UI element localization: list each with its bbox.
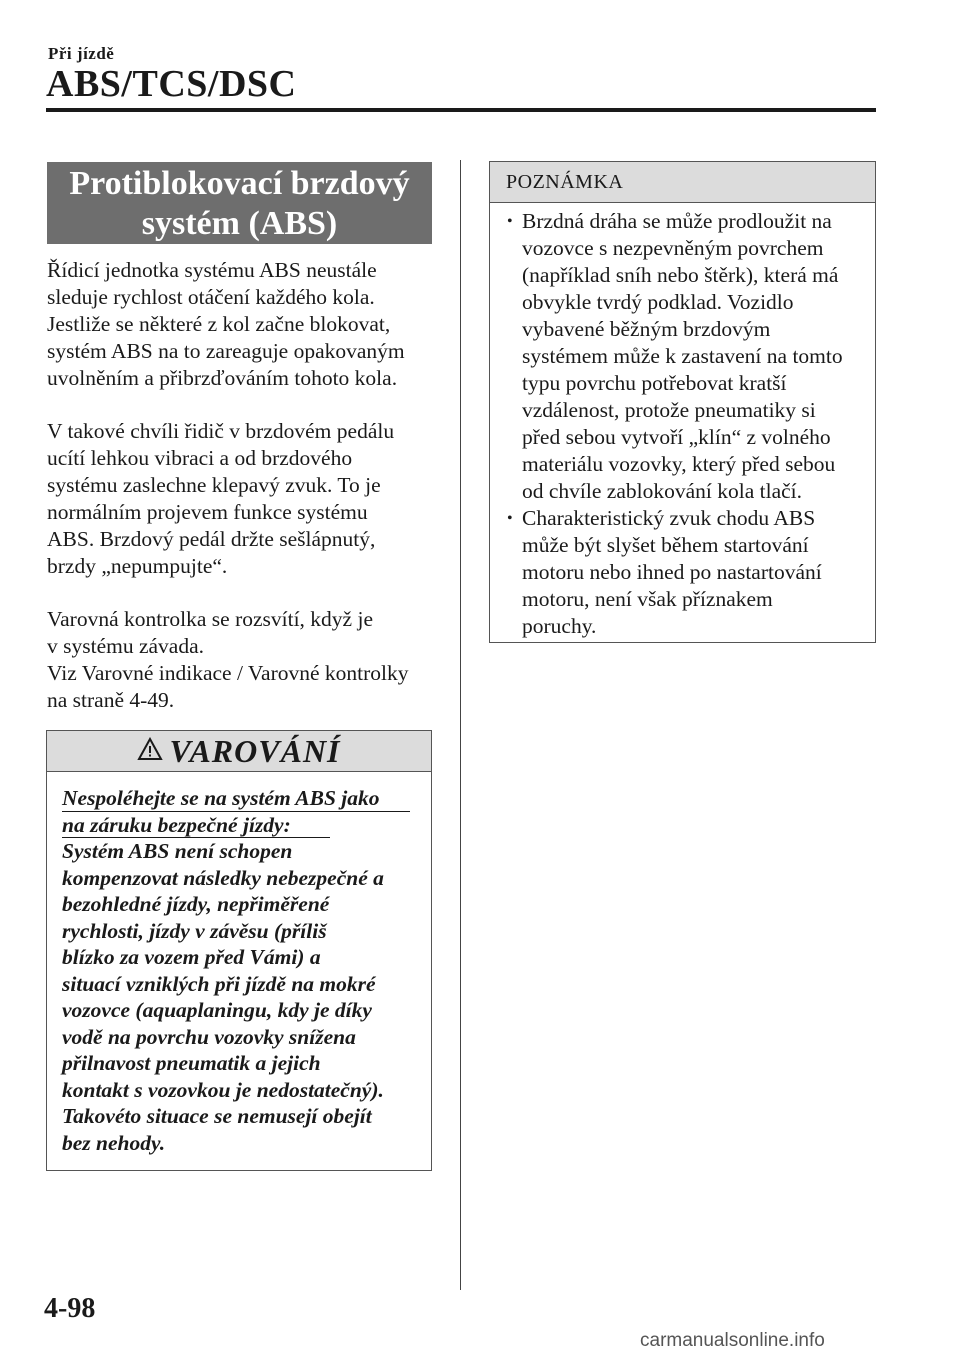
- underline-rule: [62, 837, 330, 838]
- warning-line: rychlosti, jízdy v závěsu (příliš: [62, 918, 327, 943]
- section-heading-line: Protiblokovací brzdový: [69, 165, 410, 202]
- text-line: sleduje rychlost otáčení každého kola.: [47, 285, 375, 309]
- warning-underlined-line: na záruku bezpečné jízdy:: [62, 812, 291, 837]
- warning-header: [47, 731, 431, 772]
- text-line: ABS. Brzdový pedál držte sešlápnutý,: [47, 527, 376, 551]
- note-line: poruchy.: [522, 614, 597, 638]
- note-title: POZNÁMKA: [490, 162, 875, 203]
- text-line: Viz Varovné indikace / Varovné kontrolky: [47, 661, 409, 685]
- note-line: vozovce s nezpevněným povrchem: [522, 236, 824, 260]
- paragraph-pedal-vibration: [47, 418, 437, 580]
- note-line: typu povrchu potřebovat kratší: [522, 371, 787, 395]
- warning-line: vodě na povrchu vozovky snížena: [62, 1024, 356, 1049]
- note-line: (například sníh nebo štěrk), která má: [522, 263, 839, 287]
- warning-underlined-line: Nespoléhejte se na systém ABS jako: [62, 786, 380, 810]
- warning-line: Systém ABS není schopen: [62, 839, 293, 863]
- note-line: může být slyšet během startování: [522, 533, 809, 557]
- warning-line: Takovéto situace se nemusejí obejít: [62, 1104, 372, 1128]
- text-line: na straně 4-49.: [47, 688, 175, 712]
- header-divider: [46, 108, 876, 112]
- note-line: od chvíle zablokování kola tlačí.: [522, 479, 803, 503]
- section-heading: [47, 162, 432, 244]
- page-number: 4-98: [44, 1293, 96, 1324]
- warning-box: [46, 730, 432, 1171]
- note-line: vybavené běžným brzdovým: [522, 317, 771, 341]
- warning-line: kompenzovat následky nebezpečné a: [62, 865, 384, 890]
- underline-rule: [62, 811, 410, 812]
- text-line: Řídicí jednotka systému ABS neustále: [47, 258, 377, 282]
- text-line: systému zaslechne klepavý zvuk. To je: [47, 473, 381, 497]
- text-line: v systému závada.: [47, 634, 205, 658]
- warning-triangle-icon: [137, 737, 163, 766]
- note-box: [489, 161, 876, 643]
- text-line: V takové chvíli řidič v brzdovém pedálu: [47, 419, 395, 443]
- warning-line: bezohledné jízdy, nepřiměřené: [62, 892, 330, 916]
- text-line: normálním projevem funkce systému: [47, 500, 368, 524]
- text-line: Varovná kontrolka se rozsvítí, když je: [47, 607, 373, 631]
- warning-line: situací vzniklých při jízdě na mokré: [62, 971, 376, 996]
- watermark: carmanualsonline.info: [640, 1330, 825, 1351]
- text-line: uvolněním a přibrzďováním tohoto kola.: [47, 366, 398, 390]
- text-line: systém ABS na to zareaguje opakovaným: [47, 339, 405, 363]
- paragraph-warning-light: [47, 606, 437, 714]
- warning-line: bez nehody.: [62, 1130, 166, 1155]
- note-item: [505, 505, 870, 640]
- paragraph-abs-function: [47, 257, 437, 392]
- note-item: [505, 208, 870, 505]
- section-heading-line: systém (ABS): [141, 205, 338, 242]
- note-line: obvykle tvrdý podklad. Vozidlo: [522, 290, 794, 314]
- text-line: ucítí lehkou vibraci a od brzdového: [47, 446, 353, 470]
- warning-body: [62, 785, 422, 1156]
- note-line: systémem může k zastavení na tomto: [522, 344, 843, 368]
- note-line: Brzdná dráha se může prodloužit na: [522, 209, 832, 233]
- note-line: před sebou vytvoří „klín“ z volného: [522, 425, 831, 449]
- warning-line: kontakt s vozovkou je nedostatečný).: [62, 1077, 384, 1102]
- bullet-icon: •: [507, 510, 513, 527]
- note-line: vzdálenost, protože pneumatiky si: [522, 398, 816, 422]
- warning-line: vozovce (aquaplaningu, kdy je díky: [62, 998, 372, 1022]
- note-list: [505, 208, 870, 640]
- note-line: motoru, není však příznakem: [522, 587, 773, 611]
- note-line: materiálu vozovky, který před sebou: [522, 452, 836, 476]
- warning-title: VAROVÁNÍ: [169, 732, 341, 769]
- warning-line: blízko za vozem před Vámi) a: [62, 945, 321, 969]
- warning-line: přilnavost pneumatik a jejich: [62, 1051, 321, 1075]
- column-divider: [460, 160, 461, 1290]
- text-line: Jestliže se některé z kol začne blokovat,: [47, 312, 391, 336]
- page-title: ABS/TCS/DSC: [46, 63, 297, 105]
- section-breadcrumb: Při jízdě: [48, 44, 115, 63]
- note-line: motoru nebo ihned po nastartování: [522, 560, 822, 584]
- bullet-icon: •: [507, 213, 513, 230]
- text-line: brzdy „nepumpujte“.: [47, 554, 228, 578]
- note-line: Charakteristický zvuk chodu ABS: [522, 506, 816, 530]
